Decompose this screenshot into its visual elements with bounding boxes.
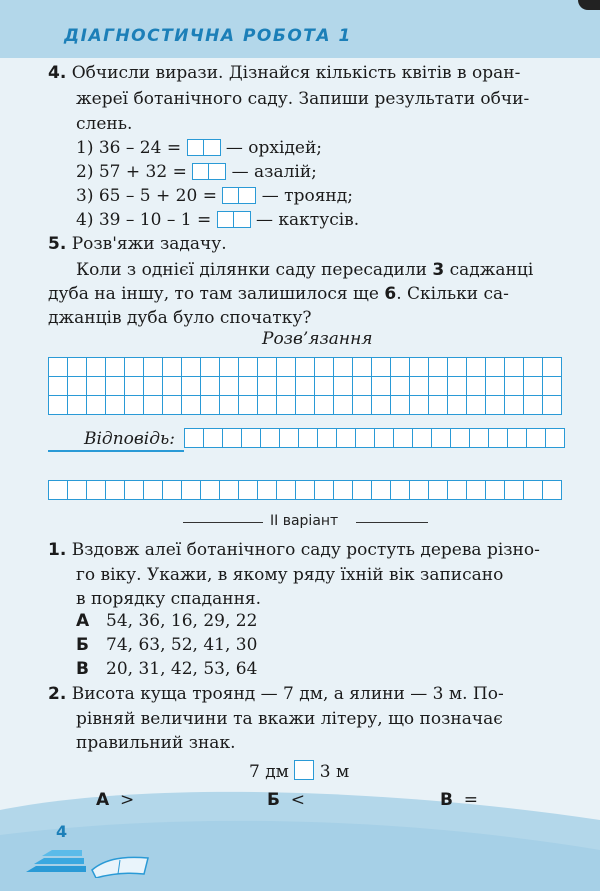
grid-cell[interactable]: [125, 358, 144, 377]
grid-cell[interactable]: [353, 377, 372, 396]
v2-task2-line3: правильний знак.: [76, 733, 236, 753]
page-title: ДІАГНОСТИЧНА РОБОТА 1: [64, 26, 352, 46]
grid-cell[interactable]: [486, 481, 505, 500]
grid-cell[interactable]: [337, 429, 356, 448]
grid-cell[interactable]: [524, 377, 543, 396]
grid-cell[interactable]: [125, 481, 144, 500]
grid-cell[interactable]: [277, 481, 296, 500]
grid-cell[interactable]: [258, 481, 277, 500]
grid-cell[interactable]: [258, 358, 277, 377]
grid-cell[interactable]: [486, 396, 505, 415]
page-number: 4: [56, 822, 68, 841]
answer-box[interactable]: [192, 163, 209, 180]
grid-cell[interactable]: [239, 396, 258, 415]
task5-line2: дуба на іншу, то там залишилося ще 6. Скільки са-: [48, 284, 509, 304]
answer-underline: [48, 450, 184, 452]
task5-title: Розв'яжи задачу.: [71, 234, 227, 254]
grid-cell[interactable]: [334, 358, 353, 377]
grid-cell[interactable]: [223, 429, 242, 448]
grid-cell[interactable]: [87, 358, 106, 377]
grid-cell[interactable]: [467, 481, 486, 500]
grid-cell[interactable]: [106, 377, 125, 396]
grid-cell[interactable]: [486, 358, 505, 377]
answer-box[interactable]: [209, 163, 226, 180]
grid-cell[interactable]: [204, 429, 223, 448]
task5-title-line: [48, 233, 227, 255]
grid-cell[interactable]: [524, 481, 543, 500]
task4-line1: [48, 62, 520, 84]
grid-cell[interactable]: [470, 429, 489, 448]
grid-cell[interactable]: [258, 377, 277, 396]
grid-cell[interactable]: [163, 396, 182, 415]
v2-task1-line2: го віку. Укажи, в якому ряду їхній вік записано: [76, 565, 504, 585]
grid-cell[interactable]: [353, 358, 372, 377]
grid-cell[interactable]: [239, 377, 258, 396]
grid-cell[interactable]: [410, 396, 429, 415]
grid-cell[interactable]: [543, 396, 562, 415]
answer-box[interactable]: [234, 211, 251, 228]
grid-cell[interactable]: [87, 481, 106, 500]
grid-cell[interactable]: [429, 481, 448, 500]
grid-cell[interactable]: [505, 377, 524, 396]
grid-cell[interactable]: [296, 481, 315, 500]
grid-cell[interactable]: [299, 429, 318, 448]
grid-cell[interactable]: [486, 377, 505, 396]
variant-line-right: [356, 522, 428, 523]
grid-cell[interactable]: [296, 358, 315, 377]
grid-cell[interactable]: [68, 396, 87, 415]
grid-cell[interactable]: [201, 396, 220, 415]
grid-cell[interactable]: [315, 396, 334, 415]
grid-cell[interactable]: [182, 481, 201, 500]
task5-line1: Коли з однієї ділянки саду пересадили 3 саджанці: [76, 260, 534, 280]
grid-cell[interactable]: [49, 377, 68, 396]
grid-cell[interactable]: [125, 396, 144, 415]
grid-cell[interactable]: [220, 481, 239, 500]
grid-cell[interactable]: [429, 396, 448, 415]
grid-cell[interactable]: [432, 429, 451, 448]
grid-cell[interactable]: [315, 481, 334, 500]
grid-cell[interactable]: [353, 396, 372, 415]
grid-cell[interactable]: [185, 429, 204, 448]
grid-cell[interactable]: [68, 481, 87, 500]
v2-task2-number: 2.: [48, 684, 67, 704]
grid-cell[interactable]: [49, 358, 68, 377]
grid-cell[interactable]: [182, 358, 201, 377]
choice-c[interactable]: В =: [440, 790, 479, 810]
grid-cell[interactable]: [451, 429, 470, 448]
grid-cell[interactable]: [106, 396, 125, 415]
grid-cell[interactable]: [467, 358, 486, 377]
grid-cell[interactable]: [546, 429, 565, 448]
v2-task2-line2: рівняй величини та вкажи літеру, що позначає: [76, 709, 503, 729]
grid-cell[interactable]: [144, 396, 163, 415]
grid-cell[interactable]: [201, 481, 220, 500]
grid-cell[interactable]: [448, 481, 467, 500]
grid-cell[interactable]: [448, 358, 467, 377]
task5-line3: джанців дуба було спочатку?: [48, 308, 312, 328]
grid-cell[interactable]: [144, 377, 163, 396]
grid-cell[interactable]: [356, 429, 375, 448]
grid-cell[interactable]: [372, 358, 391, 377]
grid-cell[interactable]: [201, 377, 220, 396]
grid-cell[interactable]: [524, 396, 543, 415]
grid-cell[interactable]: [239, 481, 258, 500]
task4-text-1: Обчисли вирази. Дізнайся кількість квітів в оран-: [71, 63, 521, 83]
grid-cell[interactable]: [87, 377, 106, 396]
task4-text-3: слень.: [76, 114, 133, 134]
grid-cell[interactable]: [489, 429, 508, 448]
grid-cell[interactable]: [429, 358, 448, 377]
solution-grid[interactable]: [48, 357, 562, 415]
answer-grid[interactable]: [184, 428, 565, 448]
answer-label: Відповідь:: [84, 429, 175, 449]
grid-cell[interactable]: [125, 377, 144, 396]
grid-cell[interactable]: [394, 429, 413, 448]
grid-cell[interactable]: [315, 377, 334, 396]
v2-task2-line1: 2. Висота куща троянд — 7 дм, а ялини — 3 м. По-: [48, 684, 504, 704]
grid-cell[interactable]: [410, 358, 429, 377]
grid-cell[interactable]: [182, 377, 201, 396]
answer-box[interactable]: [187, 139, 204, 156]
grid-cell[interactable]: [68, 358, 87, 377]
books-stairs-icon: [26, 828, 156, 878]
grid-cell[interactable]: [527, 429, 546, 448]
task4-item-3: 3) 65 – 5 + 20 = — троянд;: [76, 186, 353, 206]
grid-cell[interactable]: [508, 429, 527, 448]
grid-cell[interactable]: [239, 358, 258, 377]
grid-cell[interactable]: [334, 396, 353, 415]
task5-number: 5.: [48, 234, 67, 254]
task4-item-4: 4) 39 – 10 – 1 = — кактусів.: [76, 210, 360, 230]
grid-cell[interactable]: [543, 481, 562, 500]
grid-cell[interactable]: [448, 377, 467, 396]
grid-cell[interactable]: [49, 481, 68, 500]
answer-box[interactable]: [222, 187, 239, 204]
grid-cell[interactable]: [413, 429, 432, 448]
grid-cell[interactable]: [410, 481, 429, 500]
grid-cell[interactable]: [505, 481, 524, 500]
grid-cell[interactable]: [87, 396, 106, 415]
grid-cell[interactable]: [220, 358, 239, 377]
grid-cell[interactable]: [391, 377, 410, 396]
grid-cell[interactable]: [505, 358, 524, 377]
grid-cell[interactable]: [318, 429, 337, 448]
v2-task1-option-c[interactable]: В 20, 31, 42, 53, 64: [76, 659, 258, 679]
grid-cell[interactable]: [467, 377, 486, 396]
grid-cell[interactable]: [505, 396, 524, 415]
task4-number: 4.: [48, 63, 67, 83]
answer-box[interactable]: [217, 211, 234, 228]
grid-cell[interactable]: [448, 396, 467, 415]
grid-cell[interactable]: [429, 377, 448, 396]
grid-cell[interactable]: [410, 377, 429, 396]
task4-item-1: 1) 36 – 24 = — орхідей;: [76, 138, 323, 158]
grid-cell[interactable]: [68, 377, 87, 396]
grid-cell[interactable]: [315, 358, 334, 377]
grid-cell[interactable]: [334, 377, 353, 396]
grid-cell[interactable]: [296, 396, 315, 415]
comparison: 7 дм 3 м: [249, 762, 350, 782]
grid-cell[interactable]: [201, 358, 220, 377]
grid-cell[interactable]: [277, 377, 296, 396]
v2-task1-number: 1.: [48, 540, 67, 560]
grid-cell[interactable]: [391, 396, 410, 415]
grid-cell[interactable]: [277, 358, 296, 377]
grid-cell[interactable]: [334, 481, 353, 500]
grid-cell[interactable]: [261, 429, 280, 448]
grid-cell[interactable]: [543, 377, 562, 396]
grid-cell[interactable]: [353, 481, 372, 500]
grid-cell[interactable]: [375, 429, 394, 448]
grid-cell[interactable]: [220, 377, 239, 396]
grid-cell[interactable]: [163, 377, 182, 396]
variant-line-left: [183, 522, 263, 523]
choice-a[interactable]: А >: [96, 790, 135, 810]
grid-cell[interactable]: [258, 396, 277, 415]
answer-box[interactable]: [204, 139, 221, 156]
sign-box[interactable]: [294, 760, 314, 780]
v2-task1-line3: в порядку спадання.: [76, 589, 262, 609]
task4-text-2: жереї ботанічного саду. Запиши результати обчи-: [76, 89, 530, 109]
task4-item-2: 2) 57 + 32 = — азалій;: [76, 162, 317, 182]
grid-cell[interactable]: [277, 396, 296, 415]
grid-cell[interactable]: [220, 396, 239, 415]
v2-task1-option-a[interactable]: А 54, 36, 16, 29, 22: [76, 611, 258, 631]
grid-cell[interactable]: [163, 481, 182, 500]
choice-b[interactable]: Б <: [267, 790, 306, 810]
variant-label: ІІ варіант: [270, 513, 339, 529]
answer-grid-second-line[interactable]: [48, 480, 562, 500]
grid-cell[interactable]: [106, 358, 125, 377]
answer-box[interactable]: [239, 187, 256, 204]
grid-cell[interactable]: [182, 396, 201, 415]
grid-cell[interactable]: [391, 358, 410, 377]
solution-label: Розв’язання: [262, 329, 373, 349]
grid-cell[interactable]: [144, 481, 163, 500]
grid-cell[interactable]: [372, 396, 391, 415]
grid-cell[interactable]: [144, 358, 163, 377]
v2-task1-option-b[interactable]: Б 74, 63, 52, 41, 30: [76, 635, 258, 655]
grid-cell[interactable]: [296, 377, 315, 396]
v2-task1-line1: 1. Вздовж алеї ботанічного саду ростуть дерева різно-: [48, 540, 540, 560]
grid-cell[interactable]: [524, 358, 543, 377]
grid-cell[interactable]: [106, 481, 125, 500]
grid-cell[interactable]: [372, 377, 391, 396]
grid-cell[interactable]: [163, 358, 182, 377]
grid-cell[interactable]: [280, 429, 299, 448]
grid-cell[interactable]: [467, 396, 486, 415]
grid-cell[interactable]: [391, 481, 410, 500]
grid-cell[interactable]: [242, 429, 261, 448]
grid-cell[interactable]: [372, 481, 391, 500]
grid-cell[interactable]: [543, 358, 562, 377]
grid-cell[interactable]: [49, 396, 68, 415]
